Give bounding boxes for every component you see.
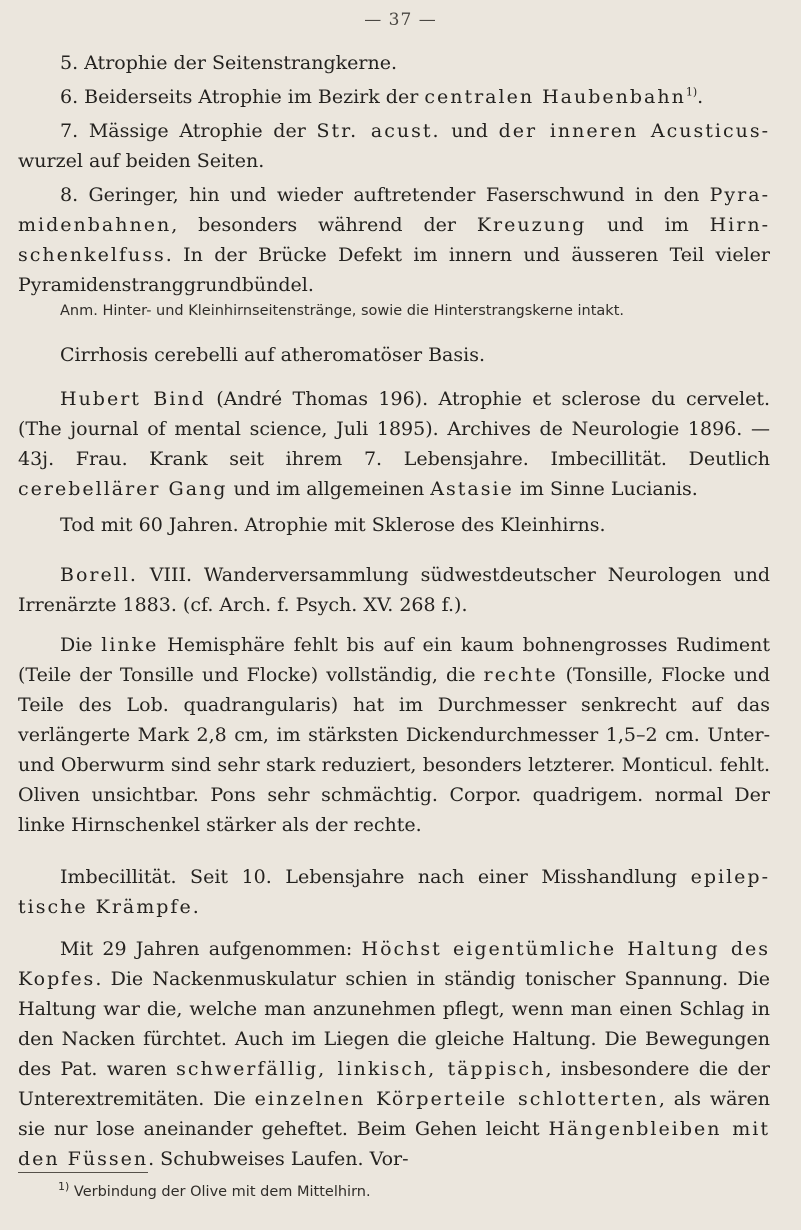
admission-paragraph (18, 934, 770, 1174)
admission-text: Mit 29 Jahren aufgenommen: (60, 938, 362, 960)
admission-block (18, 934, 770, 1174)
finding-7-text: 7. Mässige Atrophie der (60, 120, 317, 142)
annotation: Anm. Hinter- und Kleinhirnseitenstränge, sowie die Hinterstrangskerne intakt. (60, 303, 624, 319)
author-name: Hubert Bind (60, 388, 206, 410)
hemisphere-emphasis-2: rechte (483, 664, 558, 686)
finding-8-emphasis: Pyra-midenbahnen (18, 184, 770, 236)
finding-8-text-3: und im (586, 214, 710, 236)
footnote-text: Verbindung der Olive mit dem Mittelhirn. (69, 1184, 371, 1200)
imbecility-paragraph (18, 862, 770, 922)
hemisphere-text-2: Hemisphäre fehlt bis auf ein kaum bohnengrosses Rudiment (Teile der Tonsille und Flocke) vollständig, die (18, 634, 770, 686)
imbecility-end: . (192, 896, 199, 918)
admission-emphasis-2: schwerfällig, linkisch, täppisch (176, 1058, 546, 1080)
hemisphere-paragraph (18, 630, 770, 840)
footnote (58, 1180, 371, 1200)
case-hubert-text: (André Thomas 196). Atrophie et sclerose du cervelet. (The journal of mental science, Juli 1895). Archives de Neurologie 1896. — 43j. Frau. Krank seit ihrem 7. Lebensjahre. Imbecillität. Deutlich (18, 388, 770, 470)
footnote-divider (18, 1172, 148, 1173)
finding-6-end: . (697, 86, 704, 108)
section-block (18, 340, 770, 370)
finding-8-text-4: . In der Brücke Defekt im innern und äusseren Teil vieler Pyramidenstranggrundbündel. (18, 244, 770, 296)
finding-5 (18, 48, 770, 78)
imbecility-text: Imbecillität. Seit 10. Lebensjahre nach einer Misshandlung (60, 866, 691, 888)
hemisphere-emphasis: linke (101, 634, 159, 656)
case-hubert (18, 384, 770, 540)
finding-7-text-2: und (440, 120, 499, 142)
case-hubert-emphasis: cerebellärer Gang (18, 478, 228, 500)
case-borell-text: VIII. Wanderversammlung südwestdeutscher Neurologen und Irrenärzte 1883. (cf. Arch. f. Psych. XV. 268 f.). (18, 564, 770, 616)
admission-text-3: , insbesondere die der Unterextremitäten. Die (18, 1058, 770, 1110)
finding-8-emphasis-3: Hirn-schenkelfuss (18, 214, 770, 266)
admission-emphasis-4: Hängenbleiben mit den Füssen (18, 1118, 770, 1170)
footnote-marker: 1) (58, 1180, 70, 1194)
page-number: — 37 — (364, 10, 437, 30)
case-hubert-text-3: im Sinne Lucianis. (513, 478, 698, 500)
imbecility-emphasis: epilep-tische Krämpfe (18, 866, 770, 918)
hemisphere-paragraph-block (18, 630, 770, 840)
case-hubert-text-2: und im allgemeinen (227, 478, 431, 500)
admission-emphasis: Höchst eigentümliche Haltung des Kopfes (18, 938, 770, 990)
finding-6 (18, 82, 770, 112)
finding-6-emphasis: centralen Haubenbahn (424, 86, 686, 108)
case-borell (18, 560, 770, 620)
hemisphere-text-3: (Tonsille, Flocke und Teile des Lob. quadrangularis) hat im Durchmesser senkrecht auf das verlängerte Mark 2,8 cm, im stärksten Dickendurchmesser 1,5–2 cm. Unter- und Oberwurm sind sehr stark reduziert, besonders letzterer. Monticul. fehlt. Oliven unsichtbar. Pons sehr schmächtig. Corpor. quadrigem. normal Der linke Hirnschenkel stärker als der rechte. (18, 664, 771, 836)
case-hubert-paragraph (18, 384, 770, 504)
admission-emphasis-3: einzelnen Körperteile schlotterten (254, 1088, 659, 1110)
numbered-findings (18, 48, 770, 300)
imbecility-block (18, 862, 770, 922)
finding-7-text-3: wurzel auf beiden Seiten. (18, 150, 265, 172)
finding-8-text-2: , besonders während der (171, 214, 477, 236)
admission-text-2: . Die Nackenmuskulatur schien in ständig tonischer Spannung. Die Haltung war die, welche man anzunehmen pflegt, wenn man einen Schlag in den Nacken fürchtet. Auch im Liegen die gleiche Haltung. Die Bewegungen des Pat. waren (18, 968, 770, 1080)
footnote-ref: 1) (685, 85, 698, 99)
section-title: Cirrhosis cerebelli auf atheromatöser Basis. (60, 344, 486, 366)
admission-text-5: . Schubweises Laufen. Vor- (148, 1148, 409, 1170)
admission-text-4: , als wären sie nur lose aneinander geheftet. Beim Gehen leicht (18, 1088, 770, 1140)
finding-8 (18, 180, 770, 300)
finding-5-text: 5. Atrophie der Seitenstrangkerne. (60, 52, 398, 74)
case-hubert-death: Tod mit 60 Jahren. Atrophie mit Sklerose des Kleinhirns. (60, 514, 606, 536)
finding-8-emphasis-2: Kreuzung (476, 214, 587, 236)
finding-6-text: 6. Beiderseits Atrophie im Bezirk der (60, 86, 425, 108)
author-name: Borell. (60, 564, 138, 586)
finding-7-emphasis-2: der inneren Acusticus- (498, 120, 771, 142)
finding-7-emphasis: Str. acust. (316, 120, 441, 142)
case-borell-paragraph (18, 560, 770, 620)
annotation-block (18, 300, 770, 322)
finding-7 (18, 116, 770, 176)
case-hubert-emphasis-2: Astasie (430, 478, 514, 500)
finding-8-text: 8. Geringer, hin und wieder auftretender Faserschwund in den (60, 184, 710, 206)
hemisphere-text: Die (60, 634, 102, 656)
